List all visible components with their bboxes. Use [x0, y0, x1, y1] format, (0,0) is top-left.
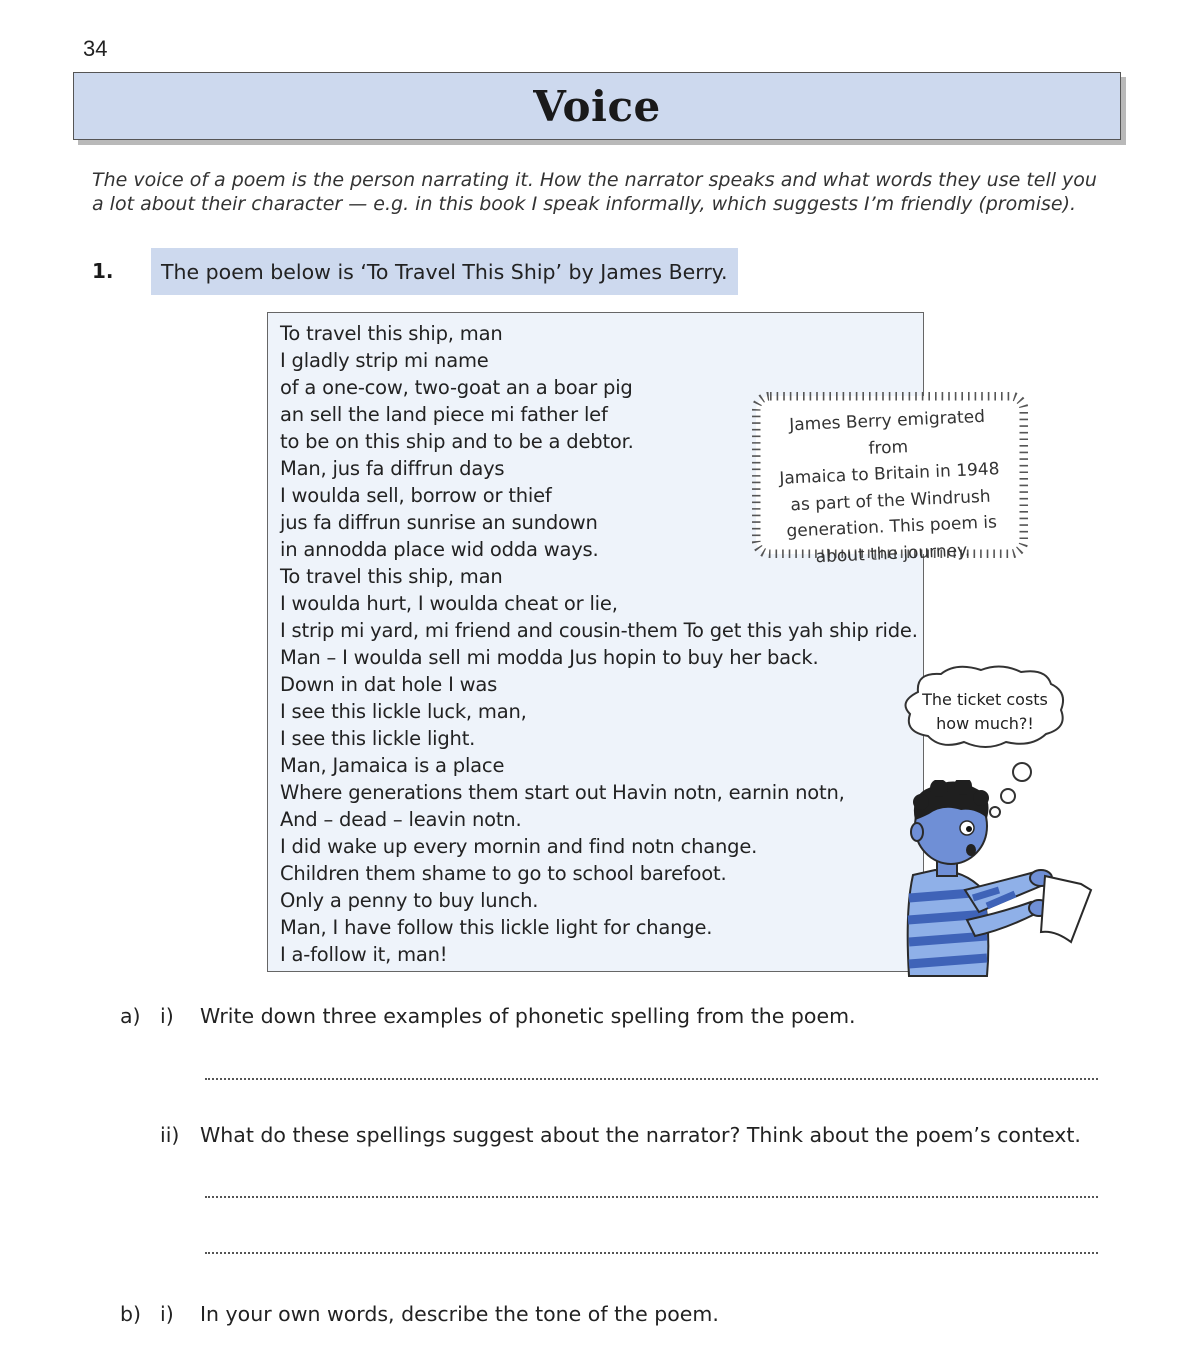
poem-line: of a one-cow, two-goat an a boar pig [280, 376, 633, 399]
answer-line[interactable] [205, 1078, 1098, 1080]
answer-line[interactable] [205, 1252, 1098, 1254]
poem-line: I see this lickle luck, man, [280, 700, 527, 723]
poem-line: I woulda hurt, I woulda cheat or lie, [280, 592, 618, 615]
page-title: Voice [533, 81, 661, 131]
poem-line: to be on this ship and to be a debtor. [280, 430, 634, 453]
thought-line: The ticket costs [922, 690, 1048, 709]
subquestion-a-letter: a) [120, 1004, 141, 1028]
subquestion-a-ii-number: ii) [160, 1123, 180, 1147]
intro-line: The voice of a poem is the person narrating it. How the narrator speaks and what words they use tell you [92, 169, 1097, 191]
side-note-line: James Berry emigrated from [788, 406, 986, 459]
page-number: 34 [83, 36, 108, 61]
side-note [767, 403, 1014, 572]
answer-line[interactable] [205, 1196, 1098, 1198]
intro-text [92, 168, 1102, 216]
subquestion-b-i-number: i) [160, 1302, 174, 1326]
poem-line: Children them shame to go to school barefoot. [280, 862, 727, 885]
side-note-line: generation. This poem is [786, 512, 998, 542]
question-prompt: The poem below is ‘To Travel This Ship’ by James Berry. [151, 248, 738, 295]
poem-line: Man – I woulda sell mi modda Jus hopin to buy her back. [280, 646, 819, 669]
poem-line: Only a penny to buy lunch. [280, 889, 539, 912]
boy-with-ticket-illustration [895, 780, 1105, 980]
poem-line: And – dead – leavin notn. [280, 808, 522, 831]
side-note-line: as part of the Windrush [790, 486, 991, 515]
poem-line: I a-follow it, man! [280, 943, 448, 966]
poem-line: in annodda place wid odda ways. [280, 538, 599, 561]
subquestion-a-i-text: Write down three examples of phonetic spelling from the poem. [200, 1004, 856, 1028]
side-note-line: about the journey. [815, 540, 971, 567]
side-note-line: Jamaica to Britain in 1948 [778, 459, 1000, 489]
subquestion-b-i-text: In your own words, describe the tone of the poem. [200, 1302, 719, 1326]
intro-line: a lot about their character — e.g. in this book I speak informally, which suggests I’m friendly (promise). [92, 193, 1077, 215]
poem-line: Where generations them start out Havin notn, earnin notn, [280, 781, 845, 804]
poem-line: Man, jus fa diffrun days [280, 457, 505, 480]
subquestion-a-i-number: i) [160, 1004, 174, 1028]
thought-bubble [910, 688, 1060, 736]
poem-line: I see this lickle light. [280, 727, 476, 750]
poem-line: Man, Jamaica is a place [280, 754, 505, 777]
thought-line: how much?! [936, 714, 1034, 733]
poem-line: Down in dat hole I was [280, 673, 498, 696]
poem-line: To travel this ship, man [280, 322, 503, 345]
title-banner [73, 72, 1121, 140]
subquestion-a-ii-text: What do these spellings suggest about the narrator? Think about the poem’s context. [200, 1123, 1081, 1147]
poem-line: an sell the land piece mi father lef [280, 403, 608, 426]
poem-line: I woulda sell, borrow or thief [280, 484, 552, 507]
question-number: 1. [92, 259, 114, 283]
poem-line: I did wake up every mornin and find notn change. [280, 835, 758, 858]
poem-line: Man, I have follow this lickle light for change. [280, 916, 713, 939]
poem-line: I gladly strip mi name [280, 349, 489, 372]
poem-line: To travel this ship, man [280, 565, 503, 588]
subquestion-b-letter: b) [120, 1302, 142, 1326]
poem-line: I strip mi yard, mi friend and cousin-them To get this yah ship ride. [280, 619, 918, 642]
poem-line: jus fa diffrun sunrise an sundown [280, 511, 598, 534]
